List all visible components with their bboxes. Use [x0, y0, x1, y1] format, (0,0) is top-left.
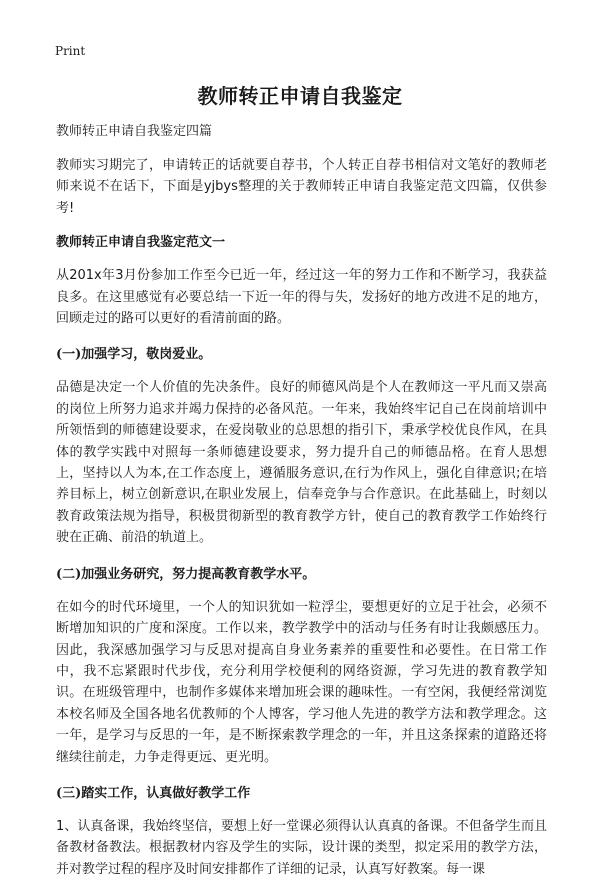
section-paragraph-2: 品德是决定一个人价值的先决条件。良好的师德风尚是个人在教师这一平凡而又崇高的岗位上所努力追求并竭力保持的必备风范。一年来，我始终牢记自己在岗前培训中所领悟到的师德建设要求，在爱岗敬业的总思想的指引下，秉承学校优良作风，在具体的教学实践中对照每一条师德建设要求，努力提升自己的师德品格。在育人思想上，坚持以人为本,在工作态度上，遵循服务意识,在行为作风上，强化自律意识;在培养目标上，树立创新意识,在职业发展上，信奉竞争与合作意识。在此基础上，时刻以教育政策法规为指导，积极贯彻新型的教育教学方针，使自己的教育教学工作始终行驶在正确、前沿的轨道上。 — [56, 380, 547, 546]
print-link[interactable]: Print — [55, 44, 86, 58]
section-paragraph-3: 在如今的时代环境里，一个人的知识犹如一粒浮尘，要想更好的立足于社会，必须不断增加知识的广度和深度。工作以来，教学教学中的活动与任务有时让我颇感压力。因此，我深感加强学习与反思对提高自身业务素养的重要性和必要性。在日常工作中，我不忘紧跟时代步伐，充分利用学校便利的网络资源，学习先进的教育教学知识。在班级管理中，也制作多媒体来增加班会课的趣味性。一有空闲，我便经常浏览本校名师及全国各地名优教师的个人博客，学习他人先进的教学方法和教学理念。这一年，是学习与反思的一年，是不断探索教学理念的一年，并且这条探索的道路还将继续往前走，力争走得更远、更光明。 — [56, 599, 547, 765]
intro-paragraph: 教师实习期完了，申请转正的话就要自荐书，个人转正自荐书相信对文笔好的教师老师来说不在话下，下面是yjbys整理的关于教师转正申请自我鉴定范文四篇，仅供参考! — [56, 158, 547, 216]
section-paragraph-4: 1、认真备课，我始终坚信，要想上好一堂课必须得认认真真的备课。不但备学生而且备教材备教法。根据教材内容及学生的实际，设计课的类型，拟定采用的教学方法，并对教学过程的程序及时间安排都作了详细的记录，认真写好教案。每一课 — [56, 818, 547, 877]
section-heading-3: (二)加强业务研究，努力提高教育教学水平。 — [56, 566, 316, 582]
section-heading-1: 教师转正申请自我鉴定范文一 — [56, 235, 226, 251]
document-body — [56, 122, 547, 880]
document-subtitle: 教师转正申请自我鉴定四篇 — [56, 124, 213, 139]
section-paragraph-1: 从201x年3月份参加工作至今已近一年，经过这一年的努力工作和不断学习，我获益良多。在这里感觉有必要总结一下近一年的得与失，发扬好的地方改进不足的地方，回顾走过的路可以更好的看清前面的路。 — [56, 268, 547, 327]
page-title: 教师转正申请自我鉴定 — [197, 84, 403, 108]
section-heading-4: (三)踏实工作，认真做好教学工作 — [56, 785, 251, 801]
section-heading-2: (一)加强学习，敬岗爱业。 — [56, 347, 212, 363]
